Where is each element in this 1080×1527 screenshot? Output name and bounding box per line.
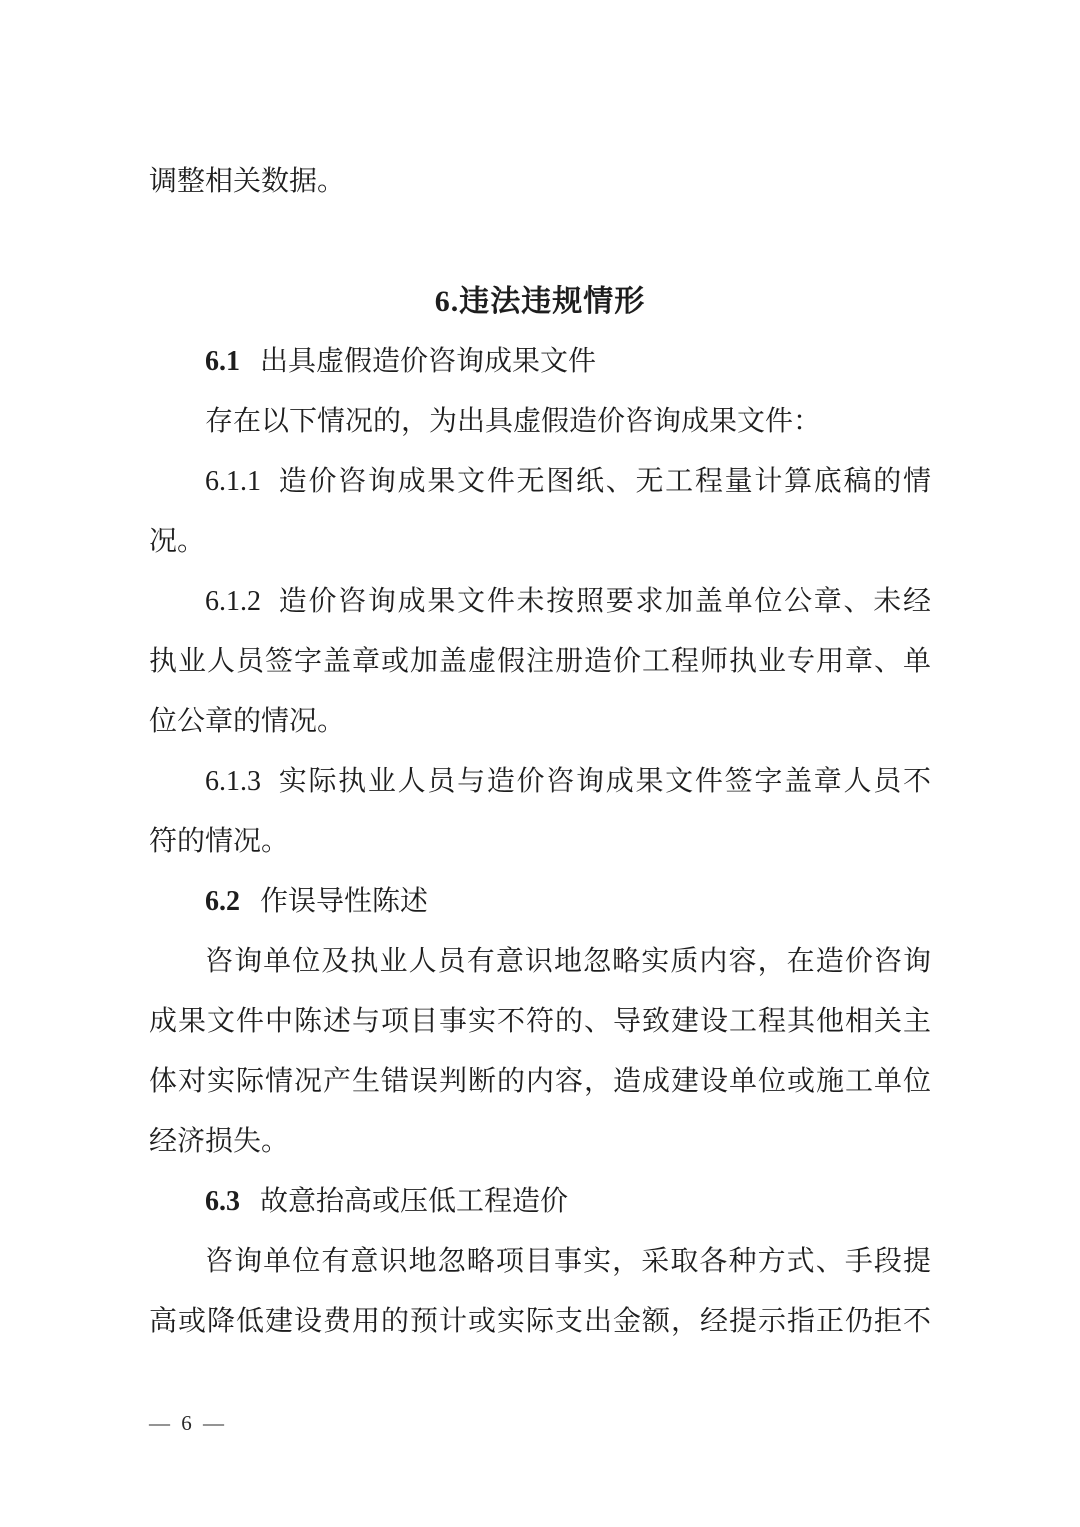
paragraph-line: 咨询单位有意识地忽略项目事实，采取各种方式、手段提 (205, 1246, 931, 1277)
item-text: 造价咨询成果文件未按照要求加盖单位公章、未经 (277, 586, 931, 617)
section-number: 6.3 (205, 1186, 240, 1217)
item-number: 6.1.3 (205, 766, 261, 797)
paragraph-line: 咨询单位及执业人员有意识地忽略实质内容，在造价咨询 (205, 946, 931, 977)
section-title: 出具虚假造价咨询成果文件 (260, 346, 597, 377)
section-number: 6.1 (205, 346, 240, 377)
section-title: 作误导性陈述 (260, 886, 429, 917)
section-title: 故意抬高或压低工程造价 (260, 1186, 569, 1217)
page-number: — 6 — (149, 1411, 227, 1435)
blank-line (149, 212, 931, 272)
paragraph-line: 体对实际情况产生错误判断的内容，造成建设单位或施工单位 (149, 1066, 931, 1097)
paragraph-line (149, 572, 931, 632)
paragraph-line: 成果文件中陈述与项目事实不符的、导致建设工程其他相关主 (149, 1006, 931, 1037)
paragraph-line (149, 452, 931, 512)
item-text: 造价咨询成果文件无图纸、无工程量计算底稿的情 (277, 466, 931, 497)
paragraph-line: 经济损失。 (149, 1126, 290, 1157)
paragraph-line: 位公章的情况。 (149, 706, 346, 737)
item-text: 实际执业人员与造价咨询成果文件签字盖章人员不 (277, 766, 931, 797)
paragraph-line: 况。 (149, 526, 206, 557)
section-6-1-heading (149, 332, 931, 392)
paragraph-line (149, 752, 931, 812)
document-body (149, 152, 931, 1352)
section-number: 6.2 (205, 886, 240, 917)
item-number: 6.1.2 (205, 586, 261, 617)
paragraph-line: 调整相关数据。 (149, 166, 346, 197)
paragraph-line: 执业人员签字盖章或加盖虚假注册造价工程师执业专用章、单 (149, 646, 931, 677)
section-6-3-heading (149, 1172, 931, 1232)
paragraph-line: 符的情况。 (149, 826, 290, 857)
section-6-2-heading (149, 872, 931, 932)
item-number: 6.1.1 (205, 466, 261, 497)
paragraph-line: 高或降低建设费用的预计或实际支出金额，经提示指正仍拒不 (149, 1306, 931, 1337)
paragraph-line: 存在以下情况的，为出具虚假造价咨询成果文件： (205, 406, 822, 437)
chapter-heading: 6.违法违规情形 (434, 285, 646, 318)
